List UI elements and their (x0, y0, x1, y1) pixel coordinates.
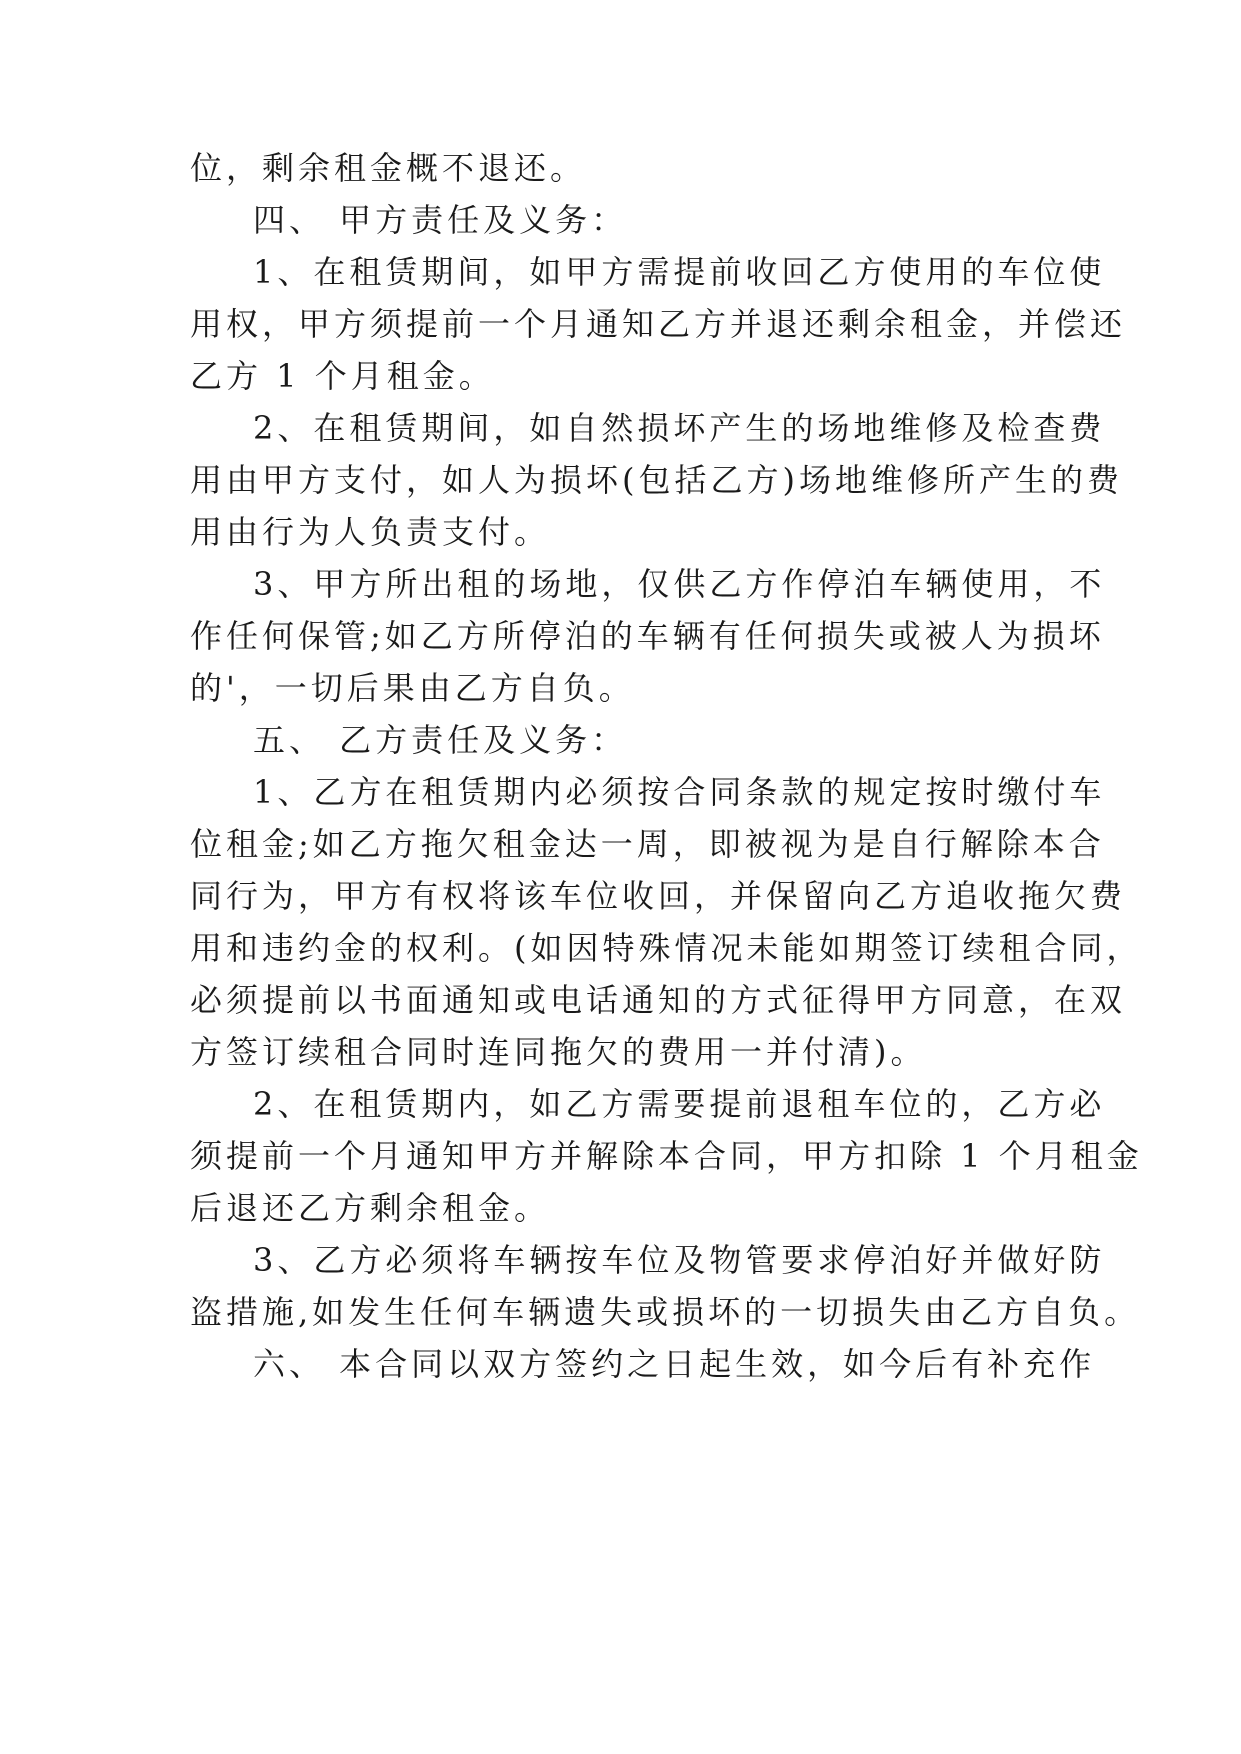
text-line: 同行为，甲方有权将该车位收回，并保留向乙方追收拖欠费 (190, 877, 1127, 915)
text-line: 用和违约金的权利。(如因特殊情况未能如期签订续租合同， (190, 929, 1143, 967)
text-line: 须提前一个月通知甲方并解除本合同，甲方扣除 1 个月租金 (190, 1137, 1143, 1175)
section-heading-6: 六、 本合同以双方签约之日起生效，如今后有补充作 (253, 1345, 1096, 1383)
text-line: 1、在租赁期间，如甲方需提前收回乙方使用的车位使 (253, 253, 1106, 291)
text-line: 的'，一切后果由乙方自负。 (190, 669, 635, 707)
text-line: 用由甲方支付，如人为损坏(包括乙方)场地维修所产生的费 (190, 461, 1123, 499)
section-heading-5: 五、 乙方责任及义务： (253, 721, 628, 759)
text-line: 2、在租赁期内，如乙方需要提前退租车位的，乙方必 (253, 1085, 1106, 1123)
text-line: 用由行为人负责支付。 (190, 513, 551, 551)
text-line: 盗措施,如发生任何车辆遗失或损坏的一切损失由乙方自负。 (190, 1293, 1141, 1331)
text-line: 3、甲方所出租的场地，仅供乙方作停泊车辆使用，不 (253, 565, 1106, 603)
text-line: 位租金;如乙方拖欠租金达一周，即被视为是自行解除本合 (190, 825, 1105, 863)
text-line: 必须提前以书面通知或电话通知的方式征得甲方同意，在双 (190, 981, 1127, 1019)
text-line: 方签订续租合同时连同拖欠的费用一并付清)。 (190, 1033, 927, 1071)
text-line: 乙方 1 个月租金。 (190, 357, 495, 395)
text-line: 位，剩余租金概不退还。 (190, 149, 587, 187)
text-line: 作任何保管;如乙方所停泊的车辆有任何损失或被人为损坏 (190, 617, 1105, 655)
text-line: 2、在租赁期间，如自然损坏产生的场地维修及检查费 (253, 409, 1106, 447)
text-line: 用权，甲方须提前一个月通知乙方并退还剩余租金，并偿还 (190, 305, 1127, 343)
text-line: 3、乙方必须将车辆按车位及物管要求停泊好并做好防 (253, 1241, 1106, 1279)
text-line: 1、乙方在租赁期内必须按合同条款的规定按时缴付车 (253, 773, 1106, 811)
text-line: 后退还乙方剩余租金。 (190, 1189, 551, 1227)
section-heading-4: 四、 甲方责任及义务： (253, 201, 628, 239)
